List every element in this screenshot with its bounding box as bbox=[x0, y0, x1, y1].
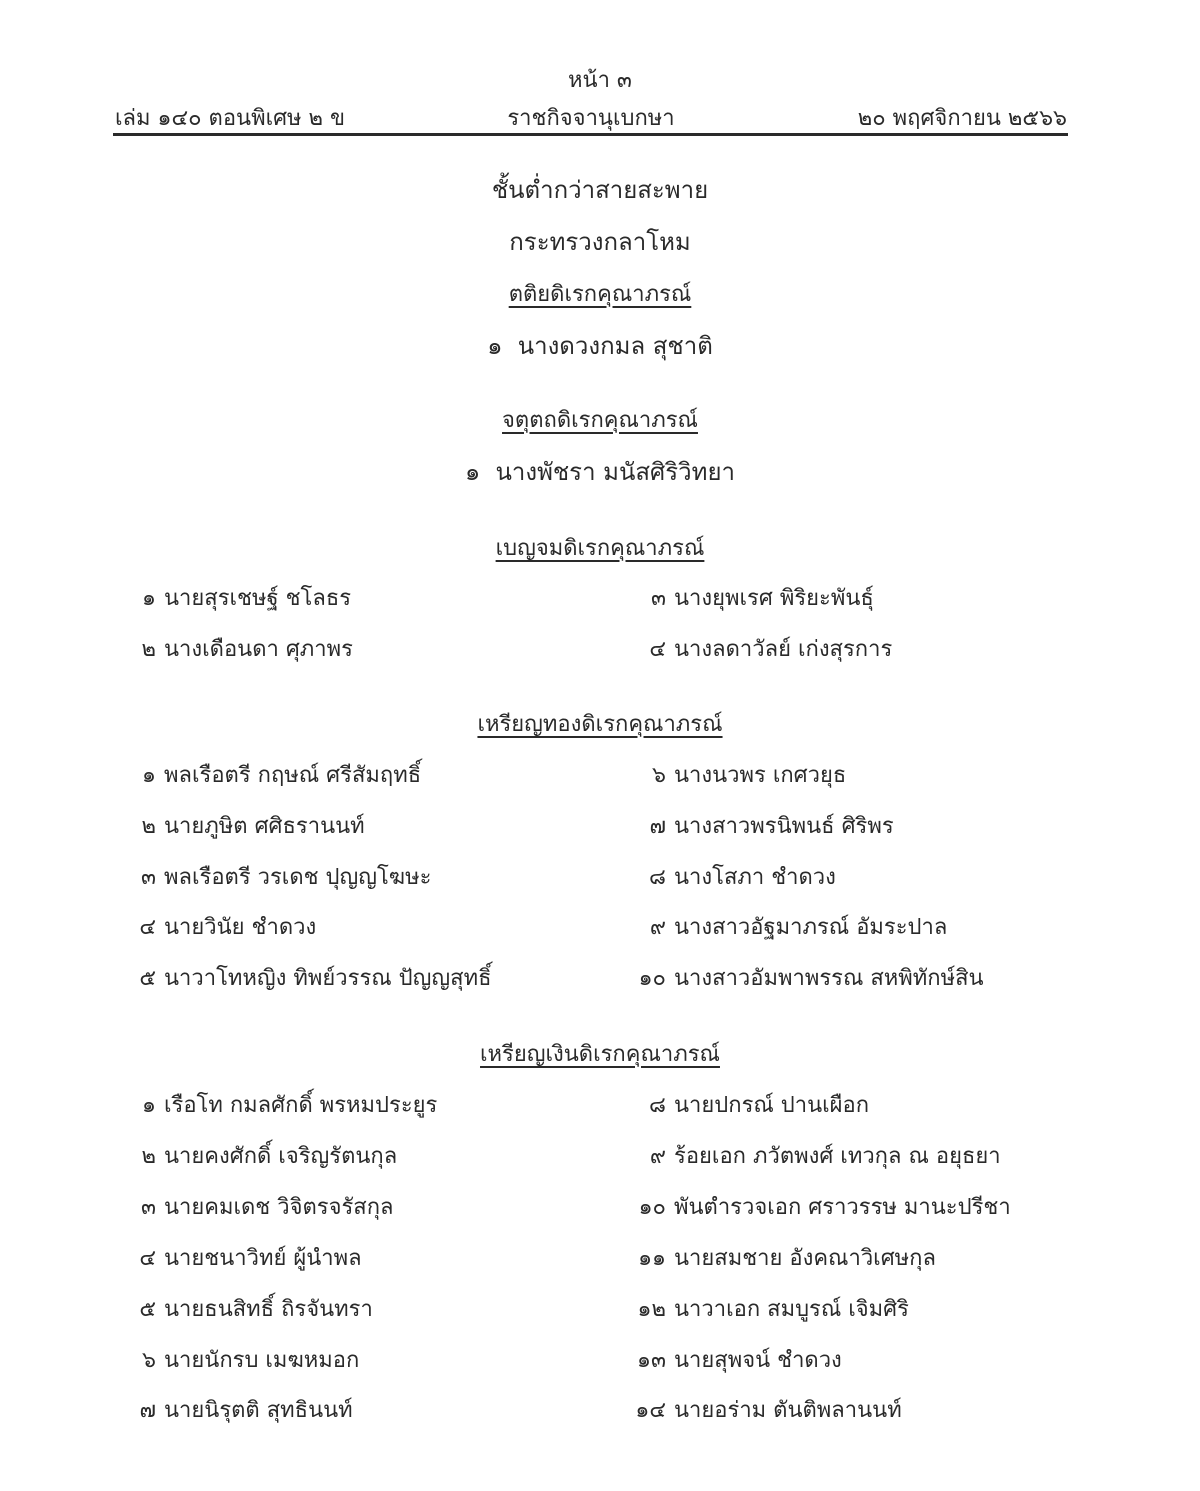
item-number: ๙ bbox=[649, 915, 666, 940]
page-number: หน้า ๓ bbox=[568, 68, 632, 93]
item-name: นายนิรุตติ สุทธินนท์ bbox=[164, 1398, 353, 1423]
section-heading-4 bbox=[0, 706, 1200, 741]
item-name: นายภูษิต ศศิธรานนท์ bbox=[164, 814, 365, 839]
item-name: นายสุรเชษฐ์ ชโลธร bbox=[164, 586, 352, 611]
item-name: นายชนาวิทย์ ผู้นำพล bbox=[164, 1246, 362, 1271]
list-item bbox=[118, 909, 316, 944]
list-item bbox=[118, 580, 351, 615]
item-number: ๒ bbox=[141, 637, 156, 662]
item-number: ๓ bbox=[650, 586, 666, 611]
item-name: นางพัชรา มนัสศิริวิทยา bbox=[495, 458, 736, 486]
item-name: เรือโท กมลศักดิ์ พรหมประยูร bbox=[164, 1093, 438, 1118]
item-name: นาวาโทหญิง ทิพย์วรรณ ปัญญสุทธิ์ bbox=[164, 966, 492, 991]
item-number: ๔ bbox=[649, 637, 666, 662]
item-number: ๗ bbox=[139, 1398, 156, 1423]
item-number: ๕ bbox=[139, 966, 156, 991]
item-number: ๑๔ bbox=[635, 1398, 666, 1423]
list-item bbox=[118, 1291, 373, 1326]
item-number: ๑๓ bbox=[636, 1348, 666, 1373]
item-number: ๖ bbox=[142, 1348, 156, 1373]
item-number: ๘ bbox=[649, 865, 666, 890]
section-heading-text: เบญจมดิเรกคุณาภรณ์ bbox=[495, 536, 705, 561]
item-name: นายสมชาย อังคณาวิเศษกุล bbox=[674, 1246, 936, 1271]
item-number: ๒ bbox=[141, 814, 156, 839]
item-name: พลเรือตรี กฤษณ์ ศรีสัมฤทธิ์ bbox=[164, 763, 422, 788]
item-name: นางสาวอัฐมาภรณ์ อัมระปาล bbox=[674, 915, 948, 940]
item-number: ๑๐ bbox=[638, 1195, 666, 1220]
list-item bbox=[628, 631, 892, 666]
item-name: นางสาวพรนิพนธ์ ศิริพร bbox=[674, 814, 894, 839]
section-heading-1 bbox=[0, 276, 1200, 311]
item-number: ๖ bbox=[652, 763, 666, 788]
list-item bbox=[118, 960, 492, 995]
ministry-name: กระทรวงกลาโหม bbox=[509, 228, 691, 256]
item-name: นายวินัย ชำดวง bbox=[164, 915, 317, 940]
item-number: ๑๐ bbox=[638, 966, 666, 991]
list-item bbox=[628, 757, 846, 792]
section-heading-3 bbox=[0, 530, 1200, 565]
item-name: นายปกรณ์ ปานเผือก bbox=[674, 1093, 870, 1118]
publication-name: ราชกิจจานุเบกษา bbox=[507, 106, 675, 131]
item-number: ๔ bbox=[139, 1246, 156, 1271]
item-name: พันตำรวจเอก ศราวรรษ มานะปรีชา bbox=[674, 1195, 1011, 1220]
list-item bbox=[0, 452, 1200, 491]
list-item bbox=[628, 580, 874, 615]
list-item bbox=[118, 631, 353, 666]
item-name: นางเดือนดา ศุภาพร bbox=[164, 637, 353, 662]
item-number: ๕ bbox=[139, 1297, 156, 1322]
list-item bbox=[118, 1240, 362, 1275]
list-item bbox=[628, 1240, 936, 1275]
item-name: นางโสภา ชำดวง bbox=[674, 865, 836, 890]
list-item bbox=[628, 1087, 869, 1122]
section-heading-5 bbox=[0, 1036, 1200, 1071]
item-number: ๑ bbox=[487, 332, 503, 360]
item-number: ๑ bbox=[464, 458, 481, 486]
section-heading-text: เหรียญเงินดิเรกคุณาภรณ์ bbox=[480, 1042, 720, 1067]
item-name: นายนักรบ เมฆหมอก bbox=[164, 1348, 360, 1373]
list-item bbox=[118, 1392, 353, 1427]
item-name: นางนวพร เกศวยุธ bbox=[674, 763, 847, 788]
publication-date: ๒๐ พฤศจิกายน ๒๕๖๖ bbox=[857, 106, 1067, 131]
item-number: ๑๑ bbox=[638, 1246, 666, 1271]
item-number: ๙ bbox=[649, 1144, 666, 1169]
list-item bbox=[118, 859, 431, 894]
list-item bbox=[628, 1291, 909, 1326]
item-name: นางยุพเรศ พิริยะพันธุ์ bbox=[674, 586, 874, 611]
item-name: นายอร่าม ตันติพลานนท์ bbox=[674, 1398, 902, 1423]
item-number: ๓ bbox=[140, 865, 156, 890]
list-item bbox=[628, 1138, 1001, 1173]
header-divider bbox=[113, 133, 1068, 136]
section-heading-2 bbox=[0, 402, 1200, 437]
list-item bbox=[118, 757, 421, 792]
item-name: นายคมเดช วิจิตรจรัสกุล bbox=[164, 1195, 394, 1220]
list-item bbox=[628, 859, 836, 894]
list-item bbox=[118, 1138, 397, 1173]
item-name: พลเรือตรี วรเดช ปุญญโฆษะ bbox=[164, 865, 432, 890]
list-item bbox=[628, 1392, 902, 1427]
item-number: ๓ bbox=[140, 1195, 156, 1220]
item-number: ๑ bbox=[142, 763, 156, 788]
item-number: ๗ bbox=[649, 814, 666, 839]
list-item bbox=[118, 1189, 394, 1224]
list-item bbox=[628, 1189, 1011, 1224]
list-item bbox=[118, 808, 365, 843]
item-number: ๔ bbox=[139, 915, 156, 940]
volume-info: เล่ม ๑๔๐ ตอนพิเศษ ๒ ข bbox=[115, 106, 346, 131]
item-name: ร้อยเอก ภวัตพงศ์ เทวกุล ณ อยุธยา bbox=[674, 1144, 1001, 1169]
list-item bbox=[628, 1342, 842, 1377]
section-heading-text: ตติยดิเรกคุณาภรณ์ bbox=[508, 282, 692, 307]
list-item bbox=[0, 326, 1200, 365]
item-name: นายคงศักดิ์ เจริญรัตนกุล bbox=[164, 1144, 398, 1169]
section-heading-text: เหรียญทองดิเรกคุณาภรณ์ bbox=[477, 712, 723, 737]
list-item bbox=[628, 960, 984, 995]
list-item bbox=[118, 1342, 359, 1377]
list-item bbox=[118, 1087, 437, 1122]
item-name: นางสาวอัมพาพรรณ สหพิทักษ์สิน bbox=[674, 966, 984, 991]
list-item bbox=[628, 808, 894, 843]
item-number: ๒ bbox=[141, 1144, 156, 1169]
gazette-header bbox=[115, 100, 1067, 134]
item-name: นางดวงกมล สุชาติ bbox=[517, 332, 713, 360]
item-number: ๘ bbox=[649, 1093, 666, 1118]
item-number: ๑ bbox=[142, 1093, 156, 1118]
section-heading-text: จตุตถดิเรกคุณาภรณ์ bbox=[502, 408, 698, 433]
item-number: ๑ bbox=[142, 586, 156, 611]
item-name: นางลดาวัลย์ เก่งสุรการ bbox=[674, 637, 893, 662]
list-item bbox=[628, 909, 947, 944]
item-name: นายธนสิทธิ์ ถิรจันทรา bbox=[164, 1297, 373, 1322]
document-title: ชั้นต่ำกว่าสายสะพาย bbox=[491, 176, 709, 204]
item-name: นายสุพจน์ ชำดวง bbox=[674, 1348, 842, 1373]
item-number: ๑๒ bbox=[637, 1297, 666, 1322]
item-name: นาวาเอก สมบูรณ์ เจิมศิริ bbox=[674, 1297, 909, 1322]
